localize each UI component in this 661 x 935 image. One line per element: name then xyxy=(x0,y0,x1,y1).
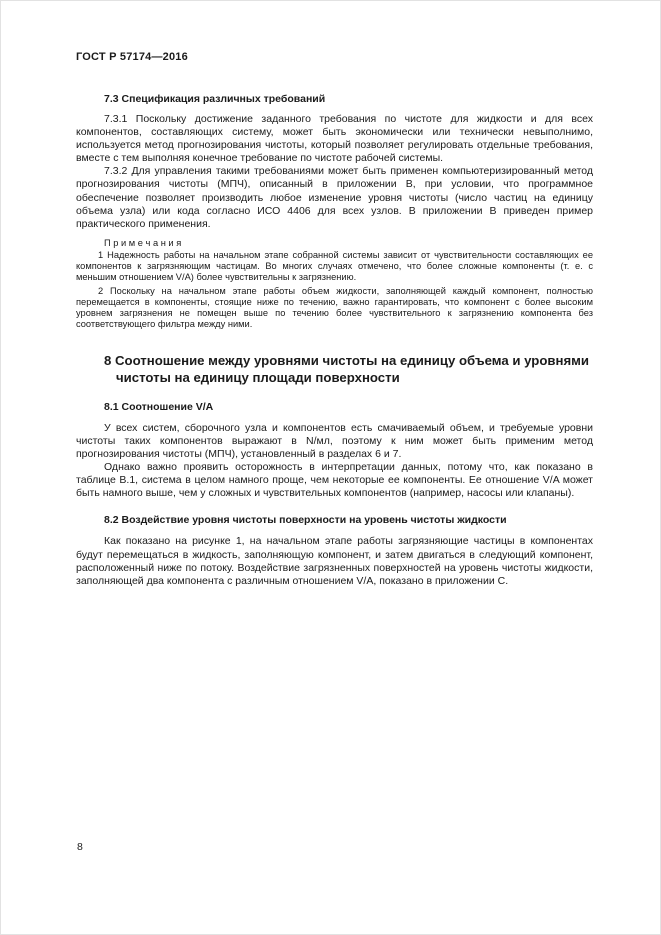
notes-block xyxy=(76,238,593,330)
section-7-3-title: 7.3 Спецификация различных требований xyxy=(104,93,326,105)
section-8-1-paragraph-1: У всех систем, сборочного узла и компонентов есть смачиваемый объем, и требуемые уровни чистоты таких компонентов выражают в N/мл, поэтому к ним может быть применим метод прогнозирования чистоты (МПЧ), установленный в разделах 6 и 7. xyxy=(76,421,593,461)
section-8-2-title: 8.2 Воздействие уровня чистоты поверхности на уровень чистоты жидкости xyxy=(104,514,507,527)
page-content xyxy=(76,51,593,588)
paragraph-7-3-1: 7.3.1 Поскольку достижение заданного требования по чистоте для жидкости и для всех компонентов, составляющих систему, может быть экономически или технически невыполнимо, используется метод прогнозирования чистоты, который позволяет регулировать отдельные требования, вместе с тем выполняя конечное требование по чистоте рабочей системы. xyxy=(76,113,593,165)
page-number: 8 xyxy=(77,841,83,853)
section-8-1-title: 8.1 Соотношение V/A xyxy=(104,400,214,413)
doc-number-header: ГОСТ Р 57174—2016 xyxy=(76,51,188,63)
note-2: 2 Поскольку на начальном этапе работы объем жидкости, заполняющей каждый компонент, полностью перемещается в компоненты, стоящие ниже по течению, важно гарантировать, что компонент с более высоким уровнем загрязнения не помещен выше по течению более чувствительного к загрязнению компонента без соответствующего фильтра между ними. xyxy=(76,285,593,329)
paragraph-7-3-2: 7.3.2 Для управления такими требованиями может быть применен компьютеризированный метод прогнозирования чистоты (МПЧ), описанный в приложении В, при условии, что программное обеспечение позволяет производить любое изменение уровня чистоты (число частиц на единицу объема узла) или кода согласно ИСО 4406 для всех узлов. В приложении В приведен пример практического применения. xyxy=(76,165,593,230)
section-8-2-paragraph-1: Как показано на рисунке 1, на начальном этапе работы загрязняющие частицы в компонентах будут перемещаться в жидкость, заполняющую компонент, и затем двигаться в следующий компонент, расположенный ниже по потоку. Воздействие загрязненных поверхностей на уровень чистоты жидкости, заполняющей два компонента с различным отношением V/A, показано в приложении С. xyxy=(76,535,593,587)
section-8-1-paragraph-2: Однако важно проявить осторожность в интерпретации данных, потому что, как показано в таблице В.1, система в целом намного проще, чем некоторые ее компоненты. Ее отношение V/A может быть намного выше, чем у сложных и чувствительных компонентов (например, насосы или клапаны). xyxy=(76,461,593,500)
note-1: 1 Надежность работы на начальном этапе собранной системы зависит от чувствительности составляющих ее компонентов к загрязняющим частицам. Во многих случаях отмечено, что более сложные компоненты (т. е. с меньшим отношением V/A) более чувствительны к загрязнению. xyxy=(76,249,593,282)
notes-label: П р и м е ч а н и я xyxy=(104,237,182,248)
section-8-title: 8 Соотношение между уровнями чистоты на единицу объема и уровнями чистоты на единицу площади поверхности xyxy=(104,352,590,386)
